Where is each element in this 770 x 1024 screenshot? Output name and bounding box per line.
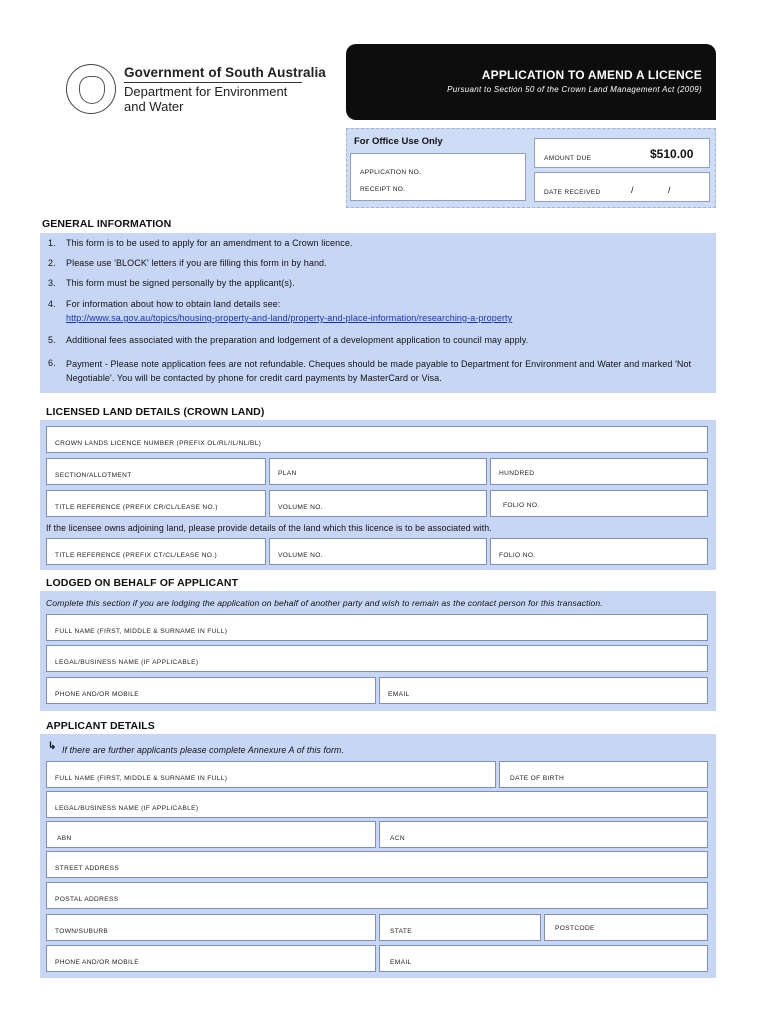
field-label: VOLUME NO. <box>278 552 323 559</box>
field-label: FOLIO NO. <box>503 502 540 509</box>
field-label: PLAN <box>278 470 297 477</box>
postcode-field[interactable] <box>544 914 708 941</box>
postal-address-field[interactable] <box>46 882 708 909</box>
dept-name <box>124 84 287 114</box>
field-label: TITLE REFERENCE (PREFIX CT/CL/LEASE NO.) <box>55 552 218 559</box>
form-subtitle: Pursuant to Section 50 of the Crown Land Management Act (2009) <box>447 85 702 94</box>
seal-shield-icon <box>79 76 105 104</box>
licence-number-field[interactable] <box>46 426 708 453</box>
field-label: STATE <box>390 928 413 935</box>
field-label: VOLUME NO. <box>278 504 323 511</box>
field-label: FOLIO NO. <box>499 552 536 559</box>
info-item-number: 1. <box>48 238 56 248</box>
field-label: POSTAL ADDRESS <box>55 896 119 903</box>
field-label: DATE OF BIRTH <box>510 775 565 782</box>
office-app-receipt-box[interactable] <box>350 153 526 201</box>
acn-field[interactable] <box>379 821 708 848</box>
plan-field[interactable] <box>269 458 487 485</box>
field-label: LEGAL/BUSINESS NAME (IF APPLICABLE) <box>55 659 199 666</box>
application-no-label: APPLICATION NO. <box>360 169 422 176</box>
applicant-phone-field[interactable] <box>46 945 376 972</box>
form-title-box <box>346 44 716 120</box>
applicant-legal-name-field[interactable] <box>46 791 708 818</box>
adjoining-volume-no-field[interactable] <box>269 538 487 565</box>
field-label: ACN <box>390 835 405 842</box>
sa-seal-logo <box>66 64 116 114</box>
dept-line-2: and Water <box>124 99 184 114</box>
field-label: ABN <box>57 835 72 842</box>
form-title: APPLICATION TO AMEND A LICENCE <box>481 68 702 82</box>
date-received-label: DATE RECEIVED <box>544 189 601 196</box>
info-item-number: 5. <box>48 335 56 345</box>
date-of-birth-field[interactable] <box>499 761 708 788</box>
lodged-email-field[interactable] <box>379 677 708 704</box>
lodged-note: Complete this section if you are lodging the application on behalf of another party and wish to remain as the contact person for this transaction. <box>46 598 603 608</box>
lodged-phone-field[interactable] <box>46 677 376 704</box>
applicant-note: If there are further applicants please complete Annexure A of this form. <box>62 745 344 755</box>
section-allotment-field[interactable] <box>46 458 266 485</box>
amount-due-value: $510.00 <box>650 147 694 161</box>
field-label: TOWN/SUBURB <box>55 928 109 935</box>
field-label: TITLE REFERENCE (PREFIX CR/CL/LEASE NO.) <box>55 504 218 511</box>
field-label: EMAIL <box>388 691 410 698</box>
adjoining-land-note: If the licensee owns adjoining land, please provide details of the land which this licence is to be associated with. <box>46 523 492 533</box>
info-item-text: Payment - Please note application fees are not refundable. Cheques should be made payable to Department for Environment and Water and marked 'Not Negotiable'. You will be contacted by phone for credit card payments by MasterCard or Visa. <box>66 359 692 383</box>
state-field[interactable] <box>379 914 541 941</box>
dept-line-1: Department for Environment <box>124 84 288 99</box>
receipt-no-label: RECEIPT NO. <box>360 186 406 193</box>
folio-no-field[interactable] <box>490 490 708 517</box>
lodged-legal-name-field[interactable] <box>46 645 708 672</box>
info-item-number: 3. <box>48 278 56 288</box>
field-label: HUNDRED <box>499 470 535 477</box>
info-item-number: 2. <box>48 258 56 268</box>
applicant-email-field[interactable] <box>379 945 708 972</box>
info-item-text: This form must be signed personally by the applicant(s). <box>66 278 295 288</box>
info-item-text: Please use 'BLOCK' letters if you are filling this form in by hand. <box>66 258 327 268</box>
hundred-field[interactable] <box>490 458 708 485</box>
town-suburb-field[interactable] <box>46 914 376 941</box>
field-label: FULL NAME (FIRST, MIDDLE & SURNAME IN FULL) <box>55 775 228 782</box>
land-details-link[interactable]: http://www.sa.gov.au/topics/housing-property-and-land/property-and-place-information/researching-a-property <box>66 313 513 323</box>
land-details-heading: LICENSED LAND DETAILS (CROWN LAND) <box>46 406 265 418</box>
field-label: FULL NAME (FIRST, MIDDLE & SURNAME IN FULL) <box>55 628 228 635</box>
info-item-number: 6. <box>48 358 56 368</box>
info-item-number: 4. <box>48 299 56 309</box>
arrow-icon: ↳ <box>48 741 57 752</box>
info-item-text: For information about how to obtain land details see: <box>66 299 281 309</box>
field-label: LEGAL/BUSINESS NAME (IF APPLICABLE) <box>55 805 199 812</box>
adjoining-title-reference-field[interactable] <box>46 538 266 565</box>
gov-name: Government of South Australia <box>124 65 326 80</box>
lodged-full-name-field[interactable] <box>46 614 708 641</box>
logo-divider <box>124 82 302 83</box>
field-label: CROWN LANDS LICENCE NUMBER (PREFIX OL/RL/IL/NL/BL) <box>55 440 262 447</box>
applicant-full-name-field[interactable] <box>46 761 496 788</box>
date-slash-2: / <box>668 185 671 195</box>
date-received-box[interactable] <box>534 172 710 202</box>
field-label: SECTION/ALLOTMENT <box>55 472 132 479</box>
street-address-field[interactable] <box>46 851 708 878</box>
amount-due-label: AMOUNT DUE <box>544 155 592 162</box>
office-use-heading: For Office Use Only <box>354 136 443 147</box>
adjoining-folio-no-field[interactable] <box>490 538 708 565</box>
field-label: STREET ADDRESS <box>55 865 120 872</box>
applicant-heading: APPLICANT DETAILS <box>46 720 155 732</box>
date-slash-1: / <box>631 185 634 195</box>
field-label: PHONE AND/OR MOBILE <box>55 959 139 966</box>
field-label: EMAIL <box>390 959 412 966</box>
general-info-heading: GENERAL INFORMATION <box>42 218 172 230</box>
field-label: PHONE AND/OR MOBILE <box>55 691 139 698</box>
abn-field[interactable] <box>46 821 376 848</box>
lodged-heading: LODGED ON BEHALF OF APPLICANT <box>46 577 239 589</box>
field-label: POSTCODE <box>555 925 595 932</box>
info-item-text: This form is to be used to apply for an amendment to a Crown licence. <box>66 238 353 248</box>
info-item-text: Additional fees associated with the preparation and lodgement of a development application to council may apply. <box>66 335 529 345</box>
volume-no-field[interactable] <box>269 490 487 517</box>
title-reference-field[interactable] <box>46 490 266 517</box>
